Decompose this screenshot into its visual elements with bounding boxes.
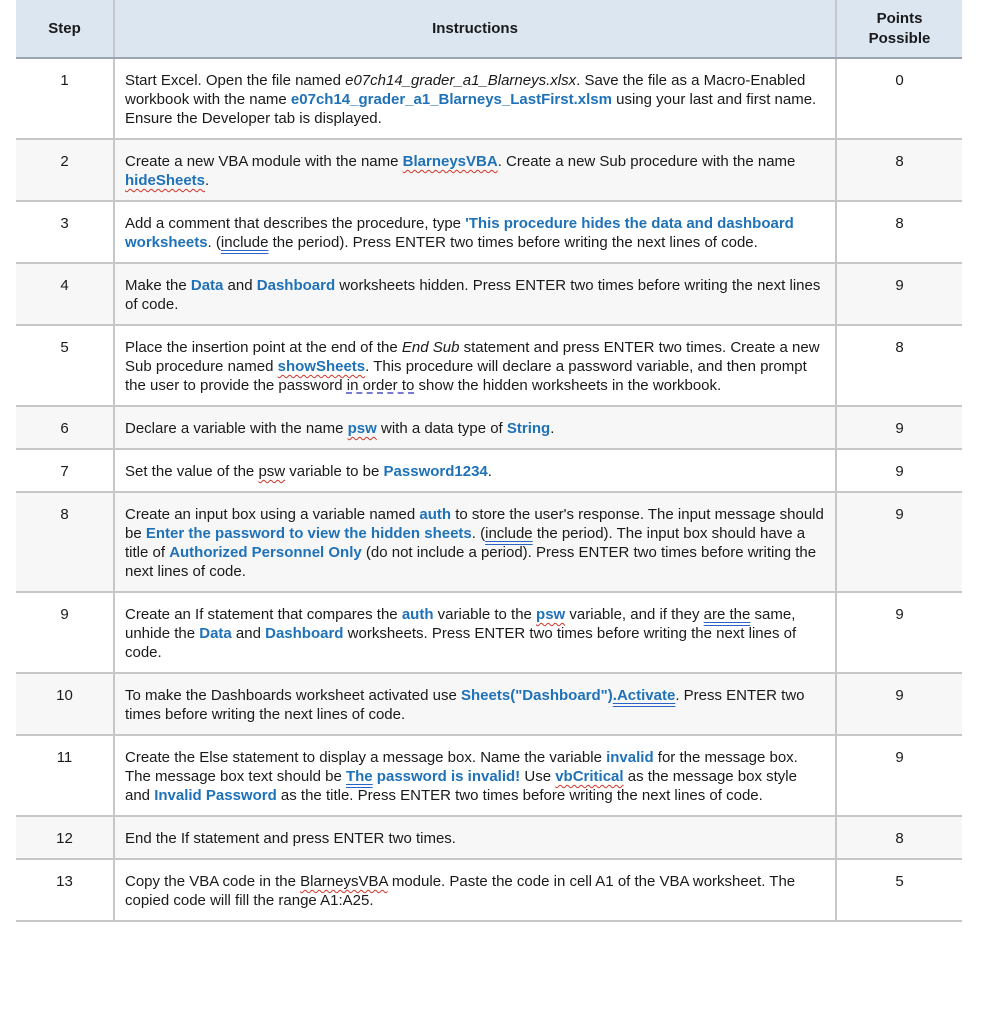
step-number: 4	[16, 263, 114, 325]
step-number: 2	[16, 139, 114, 201]
table-row	[16, 58, 962, 139]
step-number: 6	[16, 406, 114, 449]
instruction-fragment: same, unhide the	[125, 606, 796, 642]
instruction-fragment: Create an input box using a variable named	[125, 506, 420, 523]
step-column-header: Step	[16, 0, 114, 58]
instruction-fragment: hideSheets	[125, 172, 206, 189]
instruction-fragment: 'This procedure hides the data and dashboard worksheets	[125, 215, 794, 251]
points-header-label: Points Possible	[868, 9, 931, 47]
step-number: 1	[16, 58, 114, 139]
instruction-text	[114, 201, 836, 263]
step-number: 11	[16, 735, 114, 816]
instruction-fragment: To make the Dashboards worksheet activated use	[125, 687, 462, 704]
instruction-text	[114, 816, 836, 859]
instruction-fragment: Authorized Personnel Only	[169, 544, 362, 561]
instruction-fragment: show the hidden worksheets in the workbook.	[414, 377, 722, 394]
instruction-fragment: module. Paste the code in cell A1 of the VBA worksheet. The copied code will fill the range A1:A25.	[125, 873, 796, 909]
instruction-fragment: Start Excel. Open the file named	[125, 72, 346, 89]
instruction-fragment: psw	[536, 606, 566, 623]
instruction-fragment: Dashboard	[256, 277, 336, 294]
table-header-row	[16, 0, 962, 58]
points-value: 9	[836, 735, 962, 816]
instruction-fragment: password is invalid!	[372, 768, 521, 785]
table-row	[16, 139, 962, 201]
instruction-fragment: . Save the file as a Macro-Enabled workbook with the name	[125, 72, 806, 108]
instruction-fragment: (do not include a period). Press ENTER two times before writing the next lines of code.	[125, 544, 817, 580]
instruction-fragment: The	[345, 768, 373, 785]
instruction-fragment: String	[506, 420, 551, 437]
instruction-fragment: worksheets hidden. Press ENTER two times before writing the next lines of code.	[125, 277, 821, 313]
instructions-column-header: Instructions	[114, 0, 836, 58]
instruction-fragment: Create a new VBA module with the name	[125, 153, 403, 170]
points-value: 9	[836, 492, 962, 592]
instruction-fragment: .Activate	[612, 687, 676, 704]
step-number: 10	[16, 673, 114, 735]
instruction-fragment: to store the user's response. The input message should be	[125, 506, 824, 542]
table-row	[16, 492, 962, 592]
points-value: 0	[836, 58, 962, 139]
instruction-fragment: are the	[703, 606, 751, 623]
instruction-fragment: as the message box style and	[125, 768, 797, 804]
table-body	[16, 58, 962, 921]
instruction-fragment: and	[231, 625, 266, 642]
points-value: 5	[836, 859, 962, 921]
instruction-fragment: End the If statement and press ENTER two times.	[125, 830, 456, 847]
table-row	[16, 592, 962, 673]
instruction-fragment: e07ch14_grader_a1_Blarneys_LastFirst.xlsm	[290, 91, 612, 108]
instruction-fragment: auth	[419, 506, 452, 523]
instruction-fragment: statement and press ENTER two times. Create a new Sub procedure named	[125, 339, 820, 375]
instruction-fragment: in order to	[346, 377, 415, 394]
step-number: 8	[16, 492, 114, 592]
instruction-fragment: worksheets. Press ENTER two times before writing the next lines of code.	[125, 625, 797, 661]
instruction-fragment: include	[485, 525, 533, 542]
points-value: 8	[836, 816, 962, 859]
instruction-fragment: .	[550, 420, 555, 437]
instruction-fragment: End Sub	[401, 339, 460, 356]
step-number: 9	[16, 592, 114, 673]
instruction-text	[114, 406, 836, 449]
instruction-fragment: psw	[258, 463, 286, 480]
instruction-text	[114, 139, 836, 201]
table-row	[16, 406, 962, 449]
instruction-fragment: e07ch14_grader_a1_Blarneys.xlsx	[345, 72, 577, 89]
instruction-text	[114, 263, 836, 325]
instruction-fragment: .	[205, 172, 210, 189]
instruction-fragment: include	[220, 234, 269, 251]
instruction-fragment: Set the value of the	[125, 463, 259, 480]
instruction-fragment: using your last and first name. Ensure the Developer tab is displayed.	[125, 91, 817, 127]
table-row	[16, 673, 962, 735]
instruction-fragment: variable to be	[285, 463, 384, 480]
instruction-text	[114, 592, 836, 673]
step-number: 13	[16, 859, 114, 921]
table-row	[16, 263, 962, 325]
instruction-fragment: Dashboard	[265, 625, 344, 642]
instruction-text	[114, 735, 836, 816]
table-row	[16, 201, 962, 263]
instruction-fragment: auth	[401, 606, 434, 623]
instruction-fragment: Place the insertion point at the end of the	[125, 339, 402, 356]
instruction-text	[114, 859, 836, 921]
instruction-fragment: psw	[347, 420, 377, 437]
instruction-fragment: BlarneysVBA	[402, 153, 498, 170]
step-number: 5	[16, 325, 114, 406]
instruction-fragment: variable, and if they	[565, 606, 704, 623]
instruction-fragment: .	[487, 463, 492, 480]
instruction-fragment: . Press ENTER two times before writing the next lines of code.	[125, 687, 805, 723]
table-row	[16, 735, 962, 816]
instruction-fragment: Make the	[125, 277, 191, 294]
points-value: 9	[836, 449, 962, 492]
table-row	[16, 325, 962, 406]
instruction-fragment: BlarneysVBA	[300, 873, 388, 890]
instruction-text	[114, 58, 836, 139]
instruction-fragment: invalid	[606, 749, 654, 766]
instruction-fragment: Data	[199, 625, 232, 642]
instruction-fragment: Declare a variable with the name	[125, 420, 348, 437]
table-row	[16, 449, 962, 492]
instruction-fragment: showSheets	[277, 358, 366, 375]
points-value: 9	[836, 263, 962, 325]
instruction-text	[114, 673, 836, 735]
instruction-fragment: Create the Else statement to display a message box. Name the variable	[125, 749, 607, 766]
instruction-fragment: . (	[471, 525, 486, 542]
instruction-fragment: Copy the VBA code in the	[125, 873, 301, 890]
instruction-text	[114, 449, 836, 492]
instruction-fragment: Create an If statement that compares the	[125, 606, 402, 623]
instruction-text	[114, 325, 836, 406]
instruction-fragment: the period). Press ENTER two times before writing the next lines of code.	[268, 234, 758, 251]
step-number: 12	[16, 816, 114, 859]
points-value: 9	[836, 673, 962, 735]
instruction-fragment: . (	[207, 234, 221, 251]
grader-instructions-table	[16, 0, 962, 922]
points-value: 8	[836, 201, 962, 263]
step-number: 7	[16, 449, 114, 492]
instruction-fragment: Use	[520, 768, 556, 785]
instruction-fragment: as the title. Press ENTER two times before writing the next lines of code.	[276, 787, 763, 804]
table-row	[16, 816, 962, 859]
points-value: 9	[836, 592, 962, 673]
instruction-fragment: . This procedure will declare a password variable, and then prompt the user to provide the password	[125, 358, 807, 394]
instruction-fragment: the period). The input box should have a title of	[125, 525, 806, 561]
instruction-fragment: variable to the	[433, 606, 537, 623]
step-number: 3	[16, 201, 114, 263]
instruction-fragment: Data	[190, 277, 224, 294]
table-row	[16, 859, 962, 921]
instruction-fragment: and	[223, 277, 257, 294]
instruction-fragment: vbCritical	[555, 768, 624, 785]
points-value: 9	[836, 406, 962, 449]
instruction-fragment: Password1234	[383, 463, 488, 480]
instruction-fragment: Invalid Password	[154, 787, 277, 804]
instruction-fragment: Enter the password to view the hidden sheets	[145, 525, 472, 542]
points-value: 8	[836, 325, 962, 406]
instruction-fragment: Add a comment that describes the procedure, type	[125, 215, 466, 232]
points-column-header	[836, 0, 962, 58]
instruction-fragment: for the message box. The message box text should be	[125, 749, 798, 785]
instruction-fragment: . Create a new Sub procedure with the name	[497, 153, 796, 170]
instruction-fragment: Sheets("Dashboard")	[461, 687, 613, 704]
instruction-text	[114, 492, 836, 592]
instruction-fragment: with a data type of	[376, 420, 507, 437]
points-value: 8	[836, 139, 962, 201]
